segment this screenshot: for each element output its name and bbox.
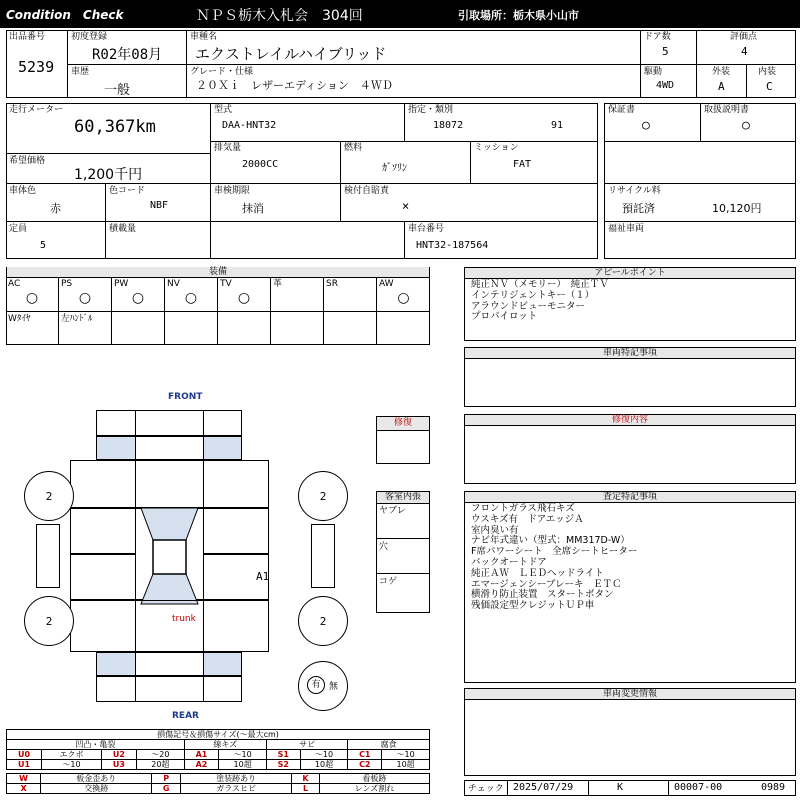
legend-desc: ガラスヒビ [180, 784, 291, 794]
equipment-cell [218, 278, 271, 311]
legend-header-dent: 凹凸・亀裂 [7, 740, 185, 750]
equipment-cell [59, 278, 112, 311]
legend-desc: レンズ割れ [319, 784, 429, 794]
capacity-value: 5 [40, 240, 47, 251]
equipment-value: ○ [25, 290, 39, 306]
reference-number: 0989 [761, 782, 786, 793]
interior-tear: ヤブレ [379, 506, 406, 516]
interior-burn: コゲ [379, 577, 398, 587]
manual-value: ○ [742, 118, 750, 133]
equipment-label: NV [167, 279, 180, 289]
legend-code: X [7, 784, 41, 794]
legend-code: A2 [184, 760, 219, 770]
inspection-notes-panel [464, 491, 796, 683]
drive-label: 駆動 [644, 67, 663, 77]
legend-desc: 10超 [382, 760, 430, 770]
equipment-extra-cell [6, 312, 59, 345]
legend-desc: 塗装跡あり [180, 774, 291, 784]
designation-value-2: 91 [551, 120, 564, 131]
equipment-extra-cell [112, 312, 165, 345]
legend-header-rust: サビ [266, 740, 347, 750]
price-label: 希望価格 [9, 156, 46, 166]
equipment-label: PW [114, 279, 129, 289]
grade-value: ２０Ｘｉ レザーエディション ４ＷＤ [196, 79, 393, 92]
repair-box [376, 416, 430, 464]
designation-label: 指定・類別 [408, 105, 454, 115]
rear-bumper [96, 676, 242, 702]
inspector-code: K [617, 782, 624, 793]
repair-legend [6, 773, 430, 794]
equipment-cell [165, 278, 218, 311]
equipment-label: PS [61, 279, 73, 289]
left-side-step [36, 524, 60, 588]
damage-marking: A1 [256, 570, 270, 583]
windshield-shapes [135, 500, 204, 608]
legend-desc: 20超 [136, 760, 184, 770]
car-name-value: エクストレイルハイブリッド [195, 45, 387, 63]
trunk-lid [135, 600, 204, 652]
damage-legend [6, 739, 430, 770]
rear-panel [135, 652, 204, 676]
mileage-label: 走行メーター [9, 105, 64, 115]
auction-title: ＮＰＳ栃木入札会 304回 [196, 8, 363, 24]
color-code-value: NBF [150, 200, 169, 211]
rear-label: REAR [172, 711, 199, 721]
equipment-label: AW [379, 279, 394, 289]
front-right-door [203, 508, 269, 554]
legend-code: U2 [101, 750, 136, 760]
equipment-extra-cell [271, 312, 324, 345]
front-right-fender [203, 460, 269, 508]
header-bar [0, 0, 800, 28]
warranty-label: 保証書 [608, 105, 636, 115]
equipment-label: AC [8, 279, 21, 289]
rear-left-fender [70, 600, 136, 652]
exterior-value: A [718, 80, 725, 93]
pickup-location: 引取場所：栃木県小山市 [458, 9, 579, 22]
appeal-panel [464, 267, 796, 341]
equipment-cell [324, 278, 377, 311]
interior-label: 内装 [758, 67, 777, 77]
equipment-label: SR [326, 279, 338, 289]
chassis-label: 車台番号 [408, 224, 445, 234]
rear-right-corner [203, 652, 242, 676]
displacement-value: 2000CC [242, 159, 279, 170]
legend-code: U1 [7, 760, 42, 770]
check-label: チェック [468, 784, 504, 794]
body-color-value: 赤 [50, 202, 61, 215]
equipment-value: ○ [78, 290, 92, 306]
front-left-tire: 2 [24, 471, 74, 521]
equipment-extra-cell [377, 312, 430, 345]
displacement-label: 排気量 [214, 143, 242, 153]
spare-tire [298, 661, 348, 711]
lot-number-value: 5239 [18, 58, 55, 76]
equipment-extra-label: Wﾀｲﾔ [8, 314, 31, 324]
appeal-title: アピールポイント [465, 268, 795, 279]
right-side-step [311, 524, 335, 588]
front-right-corner [203, 436, 242, 460]
exterior-label: 外装 [712, 67, 731, 77]
inspection-label: 車検期限 [214, 186, 251, 196]
front-label: FRONT [168, 392, 203, 402]
rear-right-fender [203, 600, 269, 652]
equipment-value: ○ [184, 290, 198, 306]
model-value: DAA-HNT32 [222, 120, 277, 131]
equipment-value: ○ [131, 290, 145, 306]
rear-left-tire: 2 [24, 596, 74, 646]
brand-title: Condition Check [6, 8, 124, 22]
model-label: 型式 [214, 105, 233, 115]
designation-value-1: 18072 [433, 120, 464, 131]
history-label: 車歴 [71, 67, 90, 77]
equipment-title: 装備 [7, 267, 429, 278]
footer-bar [464, 780, 796, 796]
legend-desc: 10超 [300, 760, 348, 770]
legend-code: U3 [101, 760, 136, 770]
equipment-cell [112, 278, 165, 311]
interior-box [376, 491, 430, 613]
legend-desc: 10超 [219, 760, 267, 770]
grade-label: グレード・仕様 [190, 67, 254, 77]
mileage-value: 60,367km [74, 117, 156, 137]
legend-code: G [152, 784, 181, 794]
front-left-door [70, 508, 136, 554]
vehicle-special-title: 車両特記事項 [465, 348, 795, 359]
hood-top [135, 436, 204, 460]
mission-label: ミッション [474, 143, 519, 153]
legend-desc: エクボ [42, 750, 102, 760]
body-color-label: 車体色 [9, 186, 37, 196]
equipment-label: TV [220, 279, 232, 289]
equipment-extra-cell [59, 312, 112, 345]
capacity-label: 定員 [9, 224, 28, 234]
legend-code: S2 [266, 760, 300, 770]
doors-label: ドア数 [644, 32, 671, 42]
check-date: 2025/07/29 [513, 782, 574, 793]
manual-label: 取扱説明書 [704, 105, 750, 115]
legend-code: S1 [266, 750, 300, 760]
rear-left-corner [96, 652, 136, 676]
vehicle-special-panel [464, 347, 796, 407]
legend-desc: 〜10 [42, 760, 102, 770]
front-right-tire: 2 [298, 471, 348, 521]
legend-code: C2 [348, 760, 382, 770]
legend-code: A1 [184, 750, 219, 760]
legend-header-corrosion: 腐食 [348, 740, 430, 750]
legend-desc: 〜10 [300, 750, 348, 760]
recycle-status: 預託済 [622, 202, 655, 215]
spare-no-label: 無 [329, 682, 339, 692]
equipment-cell [271, 278, 324, 311]
front-left-fender [70, 460, 136, 508]
legend-code: L [292, 784, 320, 794]
legend-code: W [7, 774, 41, 784]
legend-title: 損傷記号＆損傷サイズ(〜最大cm) [6, 729, 430, 739]
interior-hole: 穴 [379, 542, 389, 552]
recycle-label: リサイクル料 [608, 186, 661, 196]
rear-left-door [70, 554, 136, 600]
vehicle-change-panel [464, 688, 796, 776]
self-check-label: 検付自賠責 [344, 186, 390, 196]
first-registration-label: 初度登録 [71, 32, 108, 42]
trunk-label: trunk [172, 614, 196, 624]
legend-code: U0 [7, 750, 42, 760]
vehicle-change-title: 車両変更情報 [465, 689, 795, 700]
legend-header-scratch: 線キズ [184, 740, 266, 750]
equipment-value: ○ [397, 290, 410, 306]
legend-desc: 〜10 [382, 750, 430, 760]
interior-value: C [766, 80, 773, 93]
equipment-cell [377, 278, 430, 311]
appeal-text: 純正ＮＶ（メモリー） 純正ＴＶ インテリジェントキー（１） アラウンドビューモニター プロパイロット [471, 279, 609, 323]
recycle-value: 10,120円 [712, 202, 762, 215]
front-bumper [96, 410, 242, 436]
history-value: 一般 [104, 83, 131, 98]
equipment-value: ○ [237, 290, 251, 306]
reference-code: 00007-00 [674, 782, 723, 793]
inspection-notes-title: 査定特記事項 [465, 492, 795, 503]
chassis-value: HNT32-187564 [416, 240, 489, 251]
legend-desc: 板金歪あり [41, 774, 152, 784]
equipment-cell [6, 278, 59, 311]
first-registration-value: R02年08月 [92, 47, 163, 63]
interior-box-title: 客室内張 [377, 492, 429, 504]
equipment-extra-cell [165, 312, 218, 345]
doors-value: 5 [662, 45, 669, 58]
legend-desc: 交換跡 [41, 784, 152, 794]
legend-code: P [152, 774, 181, 784]
inspection-value: 抹消 [242, 202, 264, 215]
fuel-label: 燃料 [344, 143, 363, 153]
load-capacity-label: 積載量 [109, 224, 137, 234]
legend-code: K [292, 774, 320, 784]
score-value: 4 [741, 45, 748, 58]
repair-content-title: 修復内容 [465, 415, 795, 426]
mission-value: FAT [513, 159, 532, 170]
front-left-corner [96, 436, 136, 460]
spare-yes-mark: 有 [307, 676, 325, 694]
welfare-label: 福祉車両 [608, 224, 645, 234]
equipment-extra-cell [324, 312, 377, 345]
equipment-extra-label: 左ﾊﾝﾄﾞﾙ [61, 314, 93, 324]
equipment-label: 革 [273, 279, 283, 289]
lot-number-label: 出品番号 [9, 32, 46, 42]
drive-value: 4WD [656, 80, 675, 91]
car-name-label: 車種名 [190, 32, 218, 42]
price-value: 1,200千円 [74, 167, 143, 183]
color-code-label: 色コード [109, 186, 146, 196]
inspection-notes-text: フロントガラス飛石キズ ウスキズ有 ドアエッジＡ 室内臭い有 ナビ年式違い（型式：MM317D-W） F席パワーシート 全席シートヒーター バックオートドア 純正ＡＷ ＬＥＤヘッドライト エマージェンシーブレーキ ＥＴＣ 横滑り防止装置 スタートボタン 残価設定型クレジットＵＰ車 [471, 503, 638, 612]
legend-code: C1 [348, 750, 382, 760]
equipment-extra-cell [218, 312, 271, 345]
legend-desc: 看板跡 [319, 774, 429, 784]
fuel-value: ｶﾞｿﾘﾝ [382, 163, 407, 174]
warranty-value: ○ [642, 118, 650, 133]
legend-desc: 〜20 [136, 750, 184, 760]
repair-content-panel [464, 414, 796, 484]
score-label: 評価点 [730, 32, 758, 42]
rear-right-tire: 2 [298, 596, 348, 646]
repair-box-title: 修復 [377, 417, 429, 431]
self-check-value: × [402, 199, 410, 213]
legend-desc: 〜10 [219, 750, 267, 760]
